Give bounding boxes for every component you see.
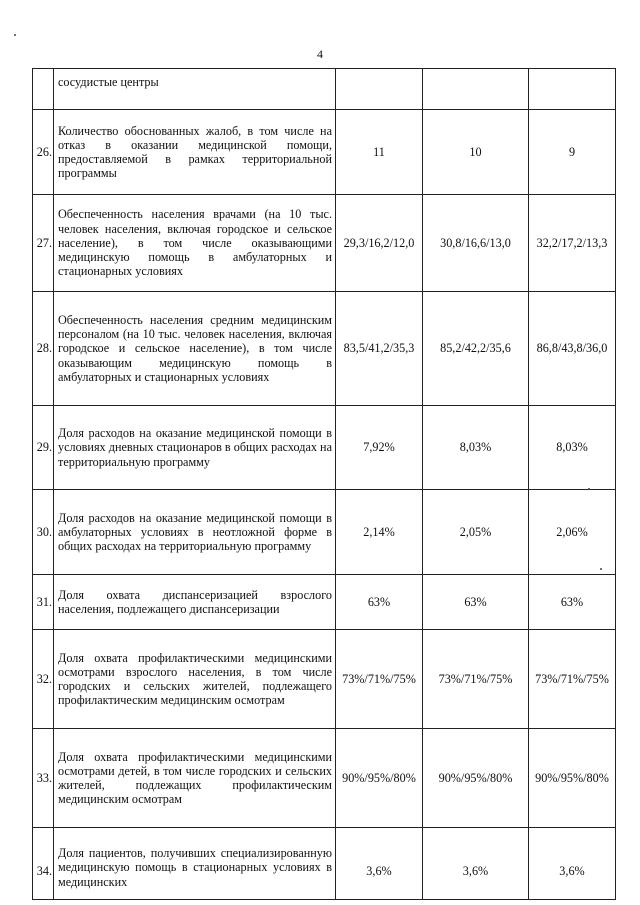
row-value-2: 8,03% <box>423 406 529 490</box>
row-value-2 <box>423 69 529 110</box>
table-row <box>33 630 616 729</box>
row-number: 26. <box>33 110 54 195</box>
row-value-2: 73%/71%/75% <box>423 630 529 729</box>
scan-speck <box>14 34 16 36</box>
row-value-3: 86,8/43,8/36,0 <box>529 292 616 406</box>
row-value-3: 8,03% <box>529 406 616 490</box>
table-row <box>33 195 616 292</box>
row-value-1: 11 <box>336 110 423 195</box>
table-row <box>33 69 616 110</box>
row-description: Обеспеченность населения средним медицинским персоналом (на 10 тыс. человек населения, включая городское и сельское население), в том числе оказывающим медицинскую помощь в амбулаторных и стационарных условиях <box>54 292 336 406</box>
row-value-1 <box>336 69 423 110</box>
row-number: 32. <box>33 630 54 729</box>
row-value-2: 30,8/16,6/13,0 <box>423 195 529 292</box>
row-number: 33. <box>33 729 54 828</box>
row-value-2: 63% <box>423 575 529 630</box>
row-value-1: 63% <box>336 575 423 630</box>
row-description: Доля охвата диспансеризацией взрослого населения, подлежащего диспансеризации <box>54 575 336 630</box>
row-value-3: 63% <box>529 575 616 630</box>
row-value-2: 90%/95%/80% <box>423 729 529 828</box>
table-row <box>33 110 616 195</box>
row-description: Обеспеченность населения врачами (на 10 тыс. человек населения, включая городское и сельское население), в том числе оказывающими медицинскую помощь в амбулаторных и стационарных условиях <box>54 195 336 292</box>
row-number: 27. <box>33 195 54 292</box>
row-value-3 <box>529 69 616 110</box>
row-value-1: 7,92% <box>336 406 423 490</box>
row-value-3: 32,2/17,2/13,3 <box>529 195 616 292</box>
table-row <box>33 729 616 828</box>
row-value-3: 2,06% <box>529 490 616 575</box>
row-value-3: 9 <box>529 110 616 195</box>
row-value-2: 10 <box>423 110 529 195</box>
row-description: Доля расходов на оказание медицинской помощи в условиях дневных стационаров в общих расходах на территориальную программу <box>54 406 336 490</box>
row-value-1: 90%/95%/80% <box>336 729 423 828</box>
row-number: 31. <box>33 575 54 630</box>
row-description: Доля расходов на оказание медицинской помощи в амбулаторных условиях в неотложной форме в общих расходах на территориальную программу <box>54 490 336 575</box>
row-value-2: 3,6% <box>423 828 529 900</box>
row-value-1: 73%/71%/75% <box>336 630 423 729</box>
row-number <box>33 69 54 110</box>
row-value-3: 3,6% <box>529 828 616 900</box>
table-row <box>33 292 616 406</box>
row-value-3: 90%/95%/80% <box>529 729 616 828</box>
table-row <box>33 575 616 630</box>
row-value-2: 85,2/42,2/35,6 <box>423 292 529 406</box>
row-number: 28. <box>33 292 54 406</box>
row-description: Доля охвата профилактическими медицинскими осмотрами детей, в том числе городских и сельских жителей, подлежащих профилактическим медицинским осмотрам <box>54 729 336 828</box>
row-value-3: 73%/71%/75% <box>529 630 616 729</box>
table-row <box>33 490 616 575</box>
row-description: сосудистые центры <box>54 69 336 110</box>
scan-speck <box>600 568 602 570</box>
page-number: 4 <box>317 47 323 61</box>
table-row <box>33 828 616 900</box>
scan-speck <box>588 488 590 490</box>
row-number: 34. <box>33 828 54 900</box>
row-value-1: 83,5/41,2/35,3 <box>336 292 423 406</box>
row-value-1: 3,6% <box>336 828 423 900</box>
indicators-table <box>32 68 616 900</box>
row-value-2: 2,05% <box>423 490 529 575</box>
row-description: Количество обоснованных жалоб, в том числе на отказ в оказании медицинской помощи, предоставляемой в рамках территориальной программы <box>54 110 336 195</box>
row-description: Доля пациентов, получивших специализированную медицинскую помощь в стационарных условиях в медицинских <box>54 828 336 900</box>
table-row <box>33 406 616 490</box>
row-number: 30. <box>33 490 54 575</box>
row-description: Доля охвата профилактическими медицинскими осмотрами взрослого населения, в том числе городских и сельских жителей, подлежащего профилактическим медицинским осмотрам <box>54 630 336 729</box>
row-number: 29. <box>33 406 54 490</box>
row-value-1: 2,14% <box>336 490 423 575</box>
row-value-1: 29,3/16,2/12,0 <box>336 195 423 292</box>
